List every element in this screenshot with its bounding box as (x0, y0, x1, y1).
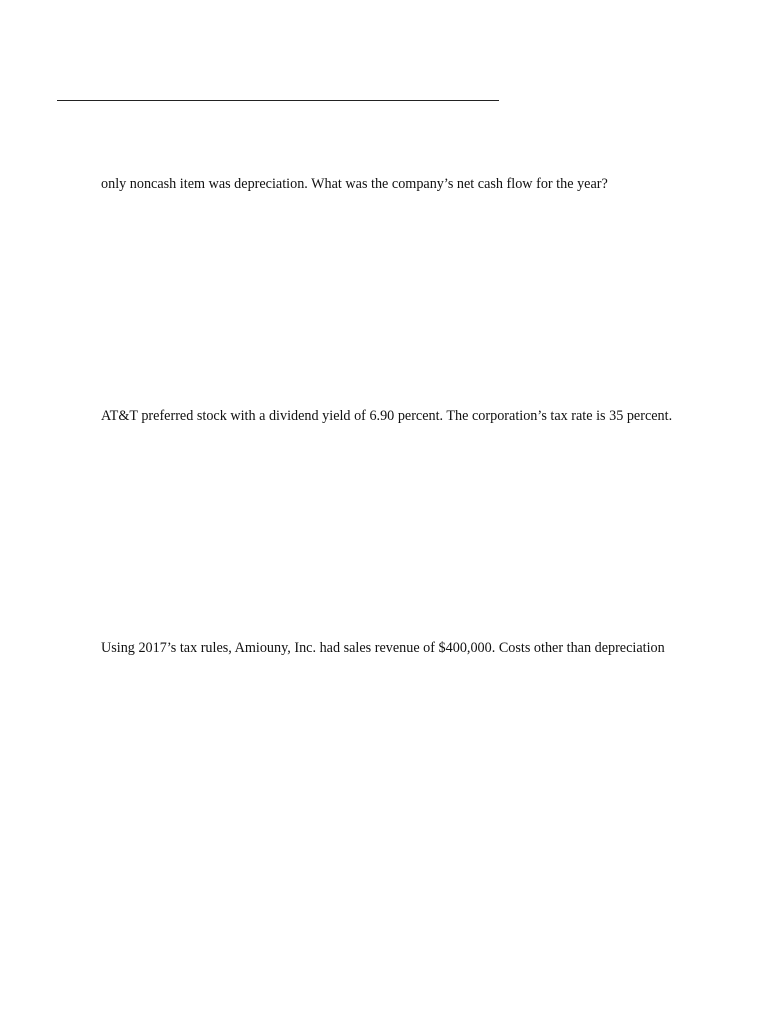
text-line-tax-rules: Using 2017’s tax rules, Amiouny, Inc. had sales revenue of $400,000. Costs other than depreciation (101, 640, 665, 656)
text-line-net-cash-flow: only noncash item was depreciation. What was the company’s net cash flow for the year? (101, 176, 608, 192)
header-rule (57, 100, 499, 101)
text-line-preferred-stock: AT&T preferred stock with a dividend yield of 6.90 percent. The corporation’s tax rate is 35 percent. (101, 408, 673, 424)
